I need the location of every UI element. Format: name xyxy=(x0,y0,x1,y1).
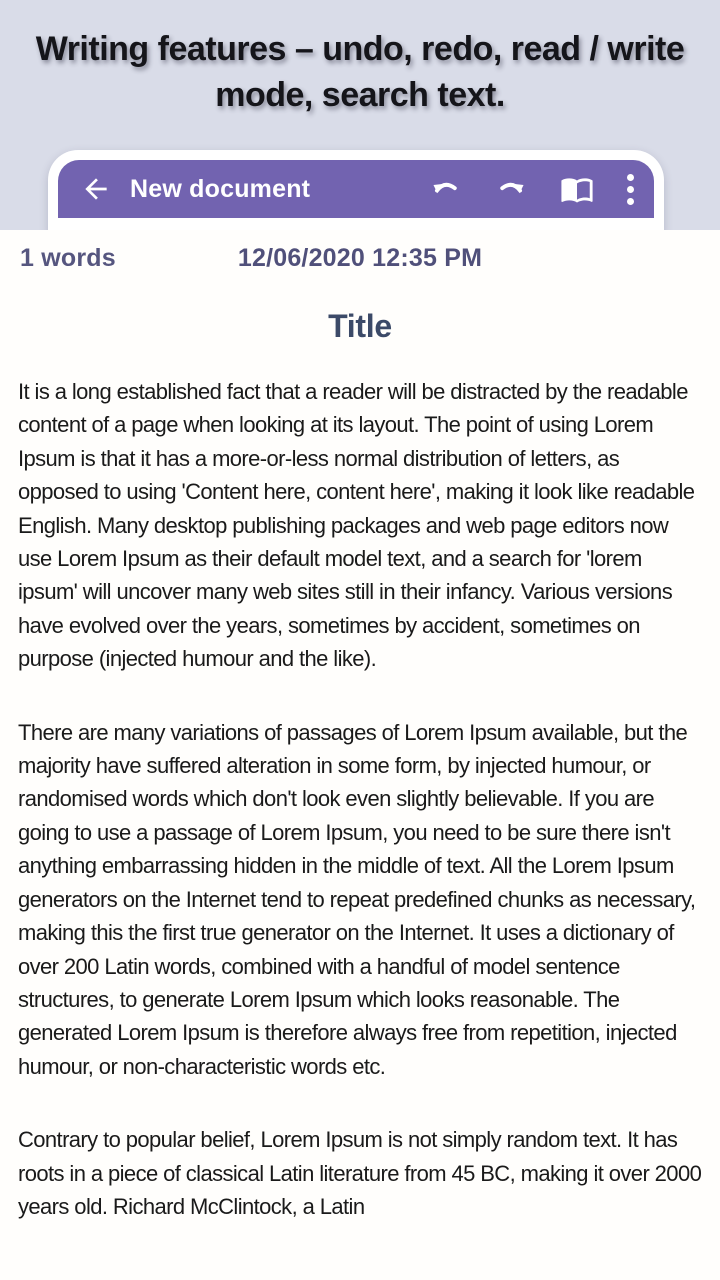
undo-button[interactable] xyxy=(430,173,462,205)
read-mode-button[interactable] xyxy=(560,172,594,206)
document-text-editor[interactable] xyxy=(18,375,702,1223)
redo-button[interactable] xyxy=(495,173,527,205)
page-title: Writing features – undo, redo, read / write mode, search text. xyxy=(35,30,685,114)
document-title-field[interactable]: Title xyxy=(328,308,392,344)
hero-banner xyxy=(0,0,720,230)
arrow-left-icon xyxy=(80,173,112,205)
document-name: New document xyxy=(130,174,311,203)
word-count: 1 words xyxy=(20,244,116,272)
toolbar-actions xyxy=(430,172,634,207)
open-book-icon xyxy=(560,172,594,206)
redo-icon xyxy=(495,173,527,205)
editor-content xyxy=(0,230,720,1223)
paragraph: It is a long established fact that a reader will be distracted by the readable content of a page when looking at its layout. The point of using Lorem Ipsum is that it has a more-or-less normal distribution of letters, as opposed to using 'Content here, content here', making it look like readable English. Many desktop publishing packages and web page editors now use Lorem Ipsum as their default model text, and a search for 'lorem ipsum' will uncover many web sites still in their infancy. Various versions have evolved over the years, sometimes by accident, sometimes on purpose (injected humour and the like). xyxy=(18,379,695,672)
document-timestamp: 12/06/2020 12:35 PM xyxy=(237,244,483,272)
undo-icon xyxy=(430,173,462,205)
back-button[interactable] xyxy=(80,173,112,205)
paragraph: There are many variations of passages of Lorem Ipsum available, but the majority have suffered alteration in some form, by injected humour, or randomised words which don't look even slightly believable. If you are going to use a passage of Lorem Ipsum, you need to be sure there isn't anything embarrassing hidden in the middle of text. All the Lorem Ipsum generators on the Internet tend to repeat predefined chunks as necessary, making this the first true generator on the Internet. It uses a dictionary of over 200 Latin words, combined with a handful of model sentence structures, to generate Lorem Ipsum which looks reasonable. The generated Lorem Ipsum is therefore always free from repetition, injected humour, or non-characteristic words etc. xyxy=(18,719,696,1079)
app-toolbar xyxy=(58,160,654,218)
paragraph: Contrary to popular belief, Lorem Ipsum is not simply random text. It has roots in a piece of classical Latin literature from 45 BC, making it over 2000 years old. Richard McClintock, a Latin xyxy=(18,1127,702,1219)
vertical-ellipsis-icon xyxy=(627,172,634,207)
document-meta-row xyxy=(0,230,720,288)
overflow-menu-button[interactable] xyxy=(627,172,634,207)
app-screenshot-card xyxy=(48,150,664,234)
